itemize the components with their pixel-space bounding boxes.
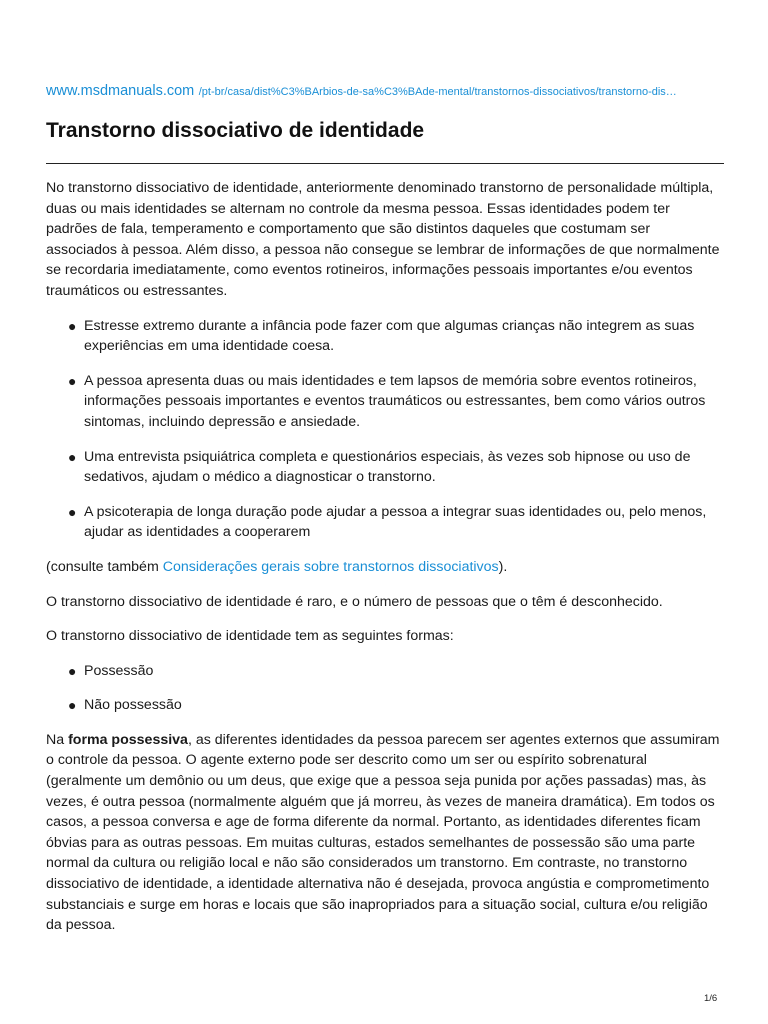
source-url[interactable]	[46, 82, 724, 101]
bullet-icon: ●	[68, 317, 77, 334]
source-url-host[interactable]: www.msdmanuals.com	[46, 83, 195, 99]
possessive-term: forma possessiva	[68, 731, 188, 748]
key-points-list	[46, 316, 724, 543]
forms-intro-paragraph: O transtorno dissociativo de identidade tem as seguintes formas:	[46, 628, 454, 645]
intro-paragraph: No transtorno dissociativo de identidade, anteriormente denominado transtorno de personalidade múltipla, duas ou mais identidades se alternam no controle da mesma pessoa. Essas identidades podem ter padrões de fala, temperamento e comportamento que são distintos daqueles que costumam ser associados à pessoa. Além disso, a pessoa não consegue se lembrar de informações de que normalmente se recordaria imediatamente, como eventos rotineiros, informações pessoais importantes e/ou eventos traumáticos ou estressantes.	[46, 180, 720, 299]
key-point-item	[68, 447, 724, 488]
possessive-prefix: Na	[46, 731, 69, 748]
page-title: Transtorno dissociativo de identidade	[46, 119, 425, 142]
forms-list	[46, 661, 724, 716]
form-item	[68, 695, 724, 716]
see-also-link[interactable]: Considerações gerais sobre transtornos dissociativos	[162, 558, 499, 575]
form-item	[68, 661, 724, 682]
key-point-item	[68, 316, 724, 357]
bullet-icon: ●	[68, 662, 77, 679]
rarity-paragraph: O transtorno dissociativo de identidade é raro, e o número de pessoas que o têm é desconhecido.	[46, 593, 663, 610]
see-also-suffix: ).	[498, 558, 508, 575]
possessive-text: , as diferentes identidades da pessoa parecem ser agentes externos que assumiram o controle da pessoa. O agente externo pode ser descrito como um ser ou espírito sobrenatural (geralmente um demônio ou um deus, que exige que a pessoa seja punida por ações passadas) mas, às vezes, é outra pessoa (normalmente alguém que já morreu, às vezes de maneira dramática). Em todos os casos, a pessoa conversa e age de forma diferente da normal. Portanto, as identidades diferentes ficam óbvias para as outras pessoas. Em muitas culturas, estados semelhantes de possessão são uma parte normal da cultura ou religião local e não são considerados um transtorno. Em contraste, no transtorno dissociativo de identidade, a identidade alternativa não é desejada, provoca angústia e comprometimento substanciais e surge em horas e locais que são inapropriados para a situação social, cultura e/ou religião da pessoa.	[46, 731, 720, 934]
key-point-text: A psicoterapia de longa duração pode ajudar a pessoa a integrar suas identidades ou, pelo menos, ajudar as identidades a cooperarem	[84, 503, 707, 541]
title-divider	[46, 163, 724, 164]
article-body	[46, 178, 724, 950]
form-text: Não possessão	[84, 697, 182, 714]
page-number: 1/6	[704, 993, 718, 1004]
key-point-text: A pessoa apresenta duas ou mais identidades e tem lapsos de memória sobre eventos rotineiros, informações pessoais importantes e eventos traumáticos ou estressantes, bem como vários outros sintomas, incluindo depressão e ansiedade.	[84, 372, 706, 430]
bullet-icon: ●	[68, 372, 77, 389]
key-point-item	[68, 371, 724, 433]
key-point-text: Estresse extremo durante a infância pode fazer com que algumas crianças não integrem as suas experiências em uma identidade coesa.	[84, 317, 695, 355]
key-point-item	[68, 502, 724, 543]
see-also-paragraph	[46, 557, 724, 578]
bullet-icon: ●	[68, 697, 77, 714]
see-also-prefix: (consulte também	[46, 558, 163, 575]
form-text: Possessão	[84, 662, 154, 679]
key-point-text: Uma entrevista psiquiátrica completa e questionários especiais, às vezes sob hipnose ou uso de sedativos, ajudam o médico a diagnosticar o transtorno.	[84, 448, 691, 486]
source-url-path[interactable]: /pt-br/casa/dist%C3%BArbios-de-sa%C3%BAde-mental/transtornos-dissociativos/transtorno-dis…	[198, 86, 677, 98]
possessive-form-paragraph	[46, 730, 724, 936]
bullet-icon: ●	[68, 503, 77, 520]
bullet-icon: ●	[68, 448, 77, 465]
